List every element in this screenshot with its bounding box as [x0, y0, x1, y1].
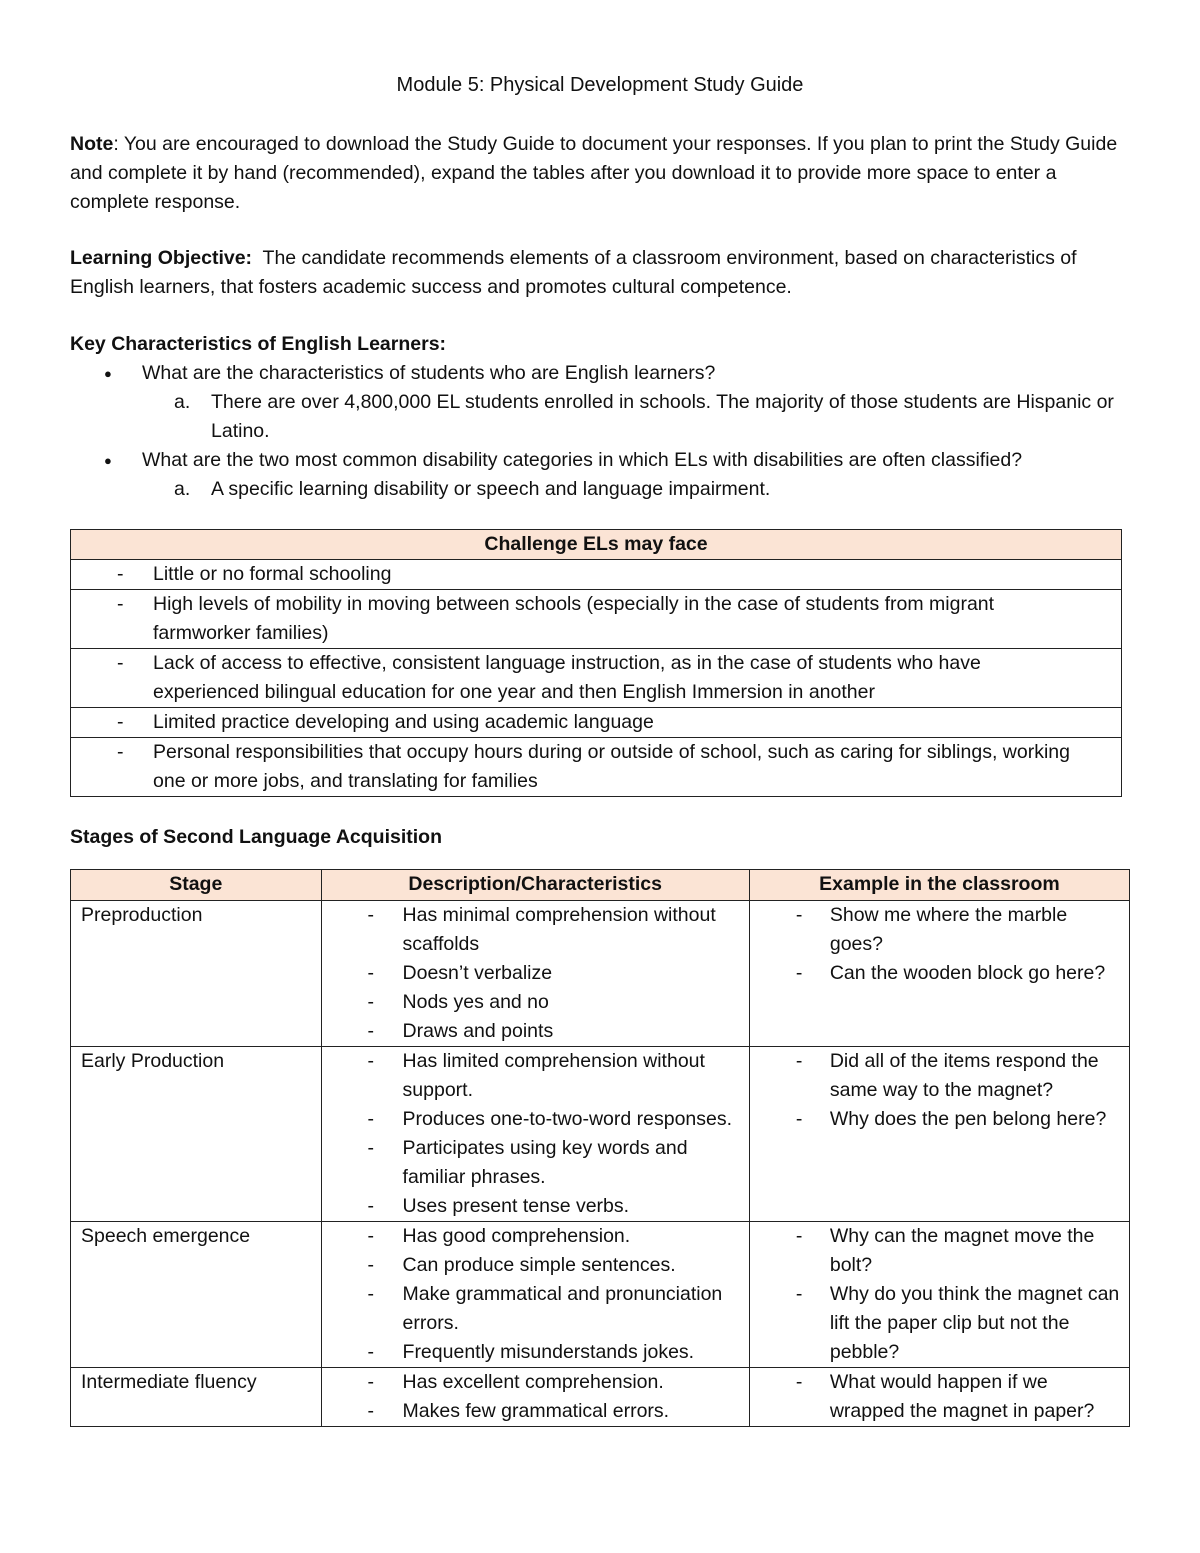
dash-marker: -: [367, 1050, 375, 1072]
table-row: [71, 1222, 1130, 1368]
list-item: [322, 1397, 749, 1426]
challenge-text: Little or no formal schooling: [153, 563, 392, 585]
list-item: [70, 388, 1125, 446]
dash-marker: -: [117, 741, 124, 763]
table-row: [71, 649, 1122, 708]
challenge-table-header: Challenge ELs may face: [71, 530, 1122, 560]
description-text: Produces one-to-two-word responses.: [402, 1108, 733, 1130]
example-text: Why can the magnet move the bolt?: [829, 1225, 1095, 1276]
challenge-text: Lack of access to effective, consistent language instruction, as in the case of students who have experienced bilingual education for one year and then English Immersion in another: [153, 652, 981, 703]
dash-marker: -: [367, 1254, 375, 1276]
example-text: Show me where the marble goes?: [829, 904, 1068, 955]
list-item: [70, 446, 1125, 504]
list-item: [322, 1192, 749, 1221]
list-item: [70, 475, 1125, 504]
list-item: [322, 1134, 749, 1192]
description-text: Doesn’t verbalize: [402, 962, 553, 984]
dash-marker: -: [367, 1371, 375, 1393]
stage-cell: Speech emergence: [71, 1222, 322, 1368]
dash-marker: -: [367, 1195, 375, 1217]
dash-marker: -: [795, 904, 803, 926]
note-text: : You are encouraged to download the Study Guide to document your responses. If you plan to print the Study Guide and complete it by hand (recommended), expand the tables after you download it to provide more space to enter a complete response.: [70, 133, 1118, 213]
dash-marker: -: [795, 962, 803, 984]
objective-paragraph: [70, 244, 1125, 302]
description-text: Draws and points: [402, 1020, 554, 1042]
description-list: [322, 1222, 749, 1367]
list-item: [322, 1222, 749, 1251]
dash-marker: -: [117, 593, 124, 615]
dash-marker: -: [367, 1020, 375, 1042]
table-row: [71, 738, 1122, 797]
description-cell: [321, 901, 749, 1047]
description-text: Make grammatical and pronunciation errors.: [402, 1283, 723, 1334]
list-item: [750, 1280, 1129, 1367]
stage-cell: Preproduction: [71, 901, 322, 1047]
example-cell: [749, 1047, 1129, 1222]
description-text: Has minimal comprehension without scaffolds: [402, 904, 716, 955]
list-item: [322, 1280, 749, 1338]
dash-marker: -: [117, 711, 124, 733]
column-header-stage: Stage: [71, 870, 322, 901]
table-cell: [71, 590, 1122, 649]
list-item: [322, 1017, 749, 1046]
description-cell: [321, 1047, 749, 1222]
dash-marker: -: [367, 1137, 375, 1159]
dash-marker: -: [117, 563, 124, 585]
description-text: Frequently misunderstands jokes.: [402, 1341, 695, 1363]
key-characteristics-section: [70, 330, 1125, 504]
dash-marker: -: [367, 1341, 375, 1363]
example-text: What would happen if we wrapped the magnet in paper?: [829, 1371, 1095, 1422]
table-row: [71, 560, 1122, 590]
note-label: Note: [70, 133, 114, 155]
table-row: [71, 590, 1122, 649]
dash-marker: -: [367, 904, 375, 926]
list-marker: a.: [174, 478, 191, 500]
example-list: [750, 901, 1129, 988]
table-cell: [71, 560, 1122, 590]
description-text: Has limited comprehension without support.: [402, 1050, 705, 1101]
list-item: [750, 1105, 1129, 1134]
question-text: What are the characteristics of students who are English learners?: [142, 362, 716, 384]
objective-text: The candidate recommends elements of a classroom environment, based on characteristics of English learners, that fosters academic success and promotes cultural competence.: [70, 247, 1082, 298]
question-text: What are the two most common disability categories in which ELs with disabilities are often classified?: [142, 449, 1023, 471]
list-item: [322, 1105, 749, 1134]
answer-text: There are over 4,800,000 EL students enrolled in schools. The majority of those students are Hispanic or Latino.: [211, 391, 1114, 442]
dash-marker: -: [795, 1050, 803, 1072]
example-text: Why do you think the magnet can lift the paper clip but not the pebble?: [829, 1283, 1120, 1363]
page-title: Module 5: Physical Development Study Guide: [396, 74, 804, 96]
list-item: [750, 1047, 1129, 1105]
challenge-table: [70, 529, 1122, 797]
description-text: Uses present tense verbs.: [402, 1195, 630, 1217]
dash-marker: -: [795, 1283, 803, 1305]
table-row: [71, 708, 1122, 738]
description-text: Has good comprehension.: [402, 1225, 631, 1247]
dash-marker: -: [367, 1283, 375, 1305]
example-text: Why does the pen belong here?: [829, 1108, 1107, 1130]
stage-cell: Early Production: [71, 1047, 322, 1222]
list-item: [322, 1338, 749, 1367]
objective-label: Learning Objective:: [70, 247, 253, 269]
table-row: [71, 1047, 1130, 1222]
list-marker: a.: [174, 391, 191, 413]
key-characteristics-heading: Key Characteristics of English Learners:: [70, 333, 447, 355]
list-item: [322, 1047, 749, 1105]
dash-marker: -: [795, 1371, 803, 1393]
description-text: Participates using key words and familiar phrases.: [402, 1137, 688, 1188]
example-cell: [749, 1222, 1129, 1368]
description-list: [322, 901, 749, 1046]
stages-table: [70, 869, 1130, 1427]
description-text: Has excellent comprehension.: [402, 1371, 664, 1393]
example-list: [750, 1222, 1129, 1367]
list-item: [322, 1251, 749, 1280]
description-list: [322, 1047, 749, 1221]
column-header-description: Description/Characteristics: [321, 870, 749, 901]
column-header-example: Example in the classroom: [749, 870, 1129, 901]
answer-list: [142, 388, 1125, 446]
list-item: [322, 1368, 749, 1397]
answer-list: [142, 475, 1125, 504]
challenge-text: Limited practice developing and using academic language: [153, 711, 654, 733]
stage-cell: Intermediate fluency: [71, 1368, 322, 1427]
table-row: [71, 1368, 1130, 1427]
list-item: [322, 988, 749, 1017]
dash-marker: -: [367, 1225, 375, 1247]
example-cell: [749, 901, 1129, 1047]
table-row: [71, 901, 1130, 1047]
dash-marker: -: [117, 652, 124, 674]
list-item: [750, 1222, 1129, 1280]
example-text: Can the wooden block go here?: [829, 962, 1106, 984]
dash-marker: -: [367, 1108, 375, 1130]
description-cell: [321, 1222, 749, 1368]
dash-marker: -: [367, 1400, 375, 1422]
key-characteristics-list: [70, 359, 1125, 504]
example-text: Did all of the items respond the same way to the magnet?: [829, 1050, 1099, 1101]
dash-marker: -: [795, 1108, 803, 1130]
description-text: Nods yes and no: [402, 991, 549, 1013]
list-item: [322, 959, 749, 988]
dash-marker: -: [367, 962, 375, 984]
stages-heading: Stages of Second Language Acquisition: [70, 826, 442, 848]
answer-text: A specific learning disability or speech and language impairment.: [211, 478, 771, 500]
challenge-text: High levels of mobility in moving between schools (especially in the case of students from migrant farmworker families): [153, 593, 995, 644]
example-list: [750, 1047, 1129, 1134]
challenge-text: Personal responsibilities that occupy hours during or outside of school, such as caring for siblings, working one or more jobs, and translating for families: [153, 741, 1070, 792]
example-list: [750, 1368, 1129, 1426]
list-item: [70, 359, 1125, 446]
description-text: Can produce simple sentences.: [402, 1254, 676, 1276]
description-list: [322, 1368, 749, 1426]
list-item: [322, 901, 749, 959]
table-cell: [71, 738, 1122, 797]
table-header-row: [71, 870, 1130, 901]
list-item: [750, 959, 1129, 988]
example-cell: [749, 1368, 1129, 1427]
list-item: [750, 901, 1129, 959]
table-cell: [71, 708, 1122, 738]
description-text: Makes few grammatical errors.: [402, 1400, 670, 1422]
table-cell: [71, 649, 1122, 708]
note-paragraph: [70, 130, 1125, 217]
dash-marker: -: [367, 991, 375, 1013]
list-item: [750, 1368, 1129, 1426]
description-cell: [321, 1368, 749, 1427]
dash-marker: -: [795, 1225, 803, 1247]
